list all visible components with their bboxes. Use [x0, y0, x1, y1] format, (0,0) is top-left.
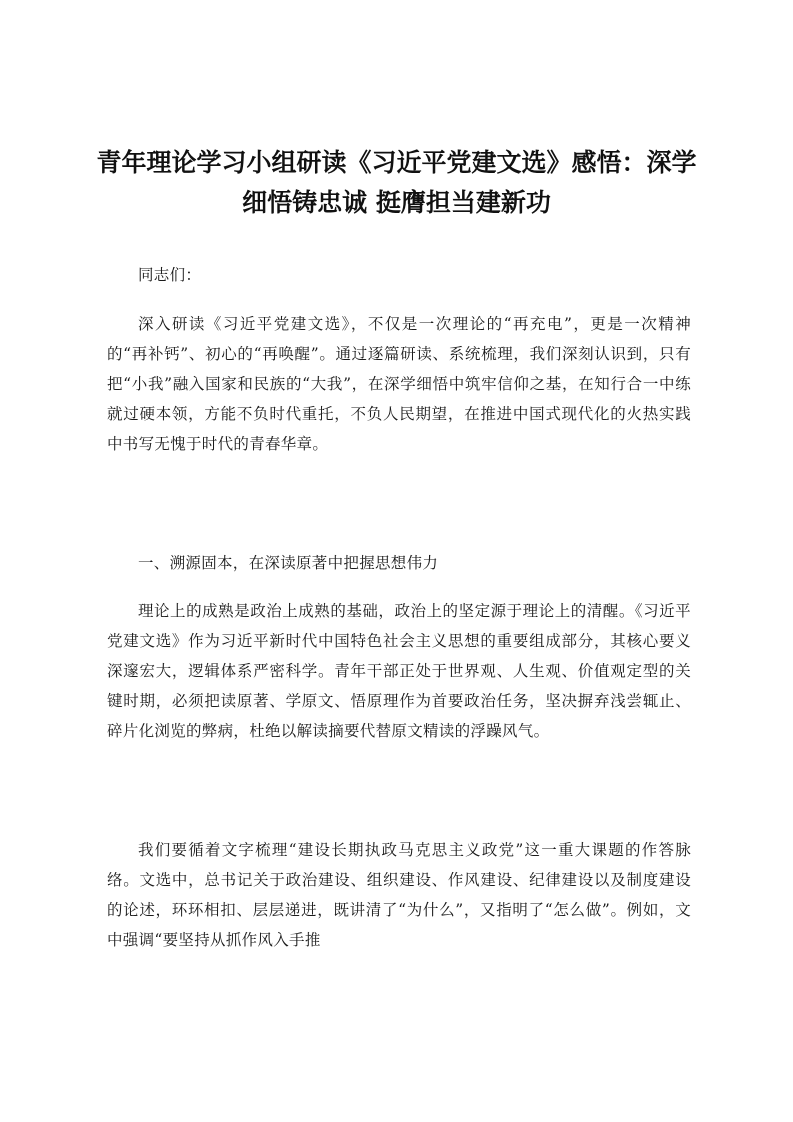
greeting: 同志们： — [138, 266, 202, 284]
paragraph-section1-a: 理论上的成熟是政治上成熟的基础，政治上的坚定源于理论上的清醒。《习近平党建文选》作为习近平新时代中国特色社会主义思想的重要组成部分，其核心要义深邃宏大，逻辑体系严密科学。青年干部正处于世界观、人生观、价值观定型的关键时期，必须把读原著、学原文、悟原理作为首要政治任务，坚决摒弃浅尝辄止、碎片化浏览的弊病，杜绝以解读摘要代替原文精读的浮躁风气。 — [107, 602, 691, 740]
paragraph-intro: 深入研读《习近平党建文选》，不仅是一次理论的“再充电”，更是一次精神的“再补钙”、初心的“再唤醒”。通过逐篇研读、系统梳理，我们深刻认识到，只有把“小我”融入国家和民族的“大我”，在深学细悟中筑牢信仰之基，在知行合一中练就过硬本领，方能不负时代重托，不负人民期望，在推进中国式现代化的火热实践中书写无愧于时代的青春华章。 — [107, 315, 691, 453]
section-heading-1: 一、溯源固本，在深读原著中把握思想伟力 — [138, 554, 439, 572]
paragraph-section1-b: 我们要循着文字梳理“建设长期执政马克思主义政党”这一重大课题的作答脉络。文选中，总书记关于政治建设、组织建设、作风建设、纪律建设以及制度建设的论述，环环相扣、层层递进，既讲清了“为什么”，又指明了“怎么做”。例如，文中强调“要坚持从抓作风入手推 — [107, 841, 691, 949]
document-title: 青年理论学习小组研读《习近平党建文选》感悟：深学细悟铸忠诚 挺膺担当建新功 — [96, 148, 697, 217]
